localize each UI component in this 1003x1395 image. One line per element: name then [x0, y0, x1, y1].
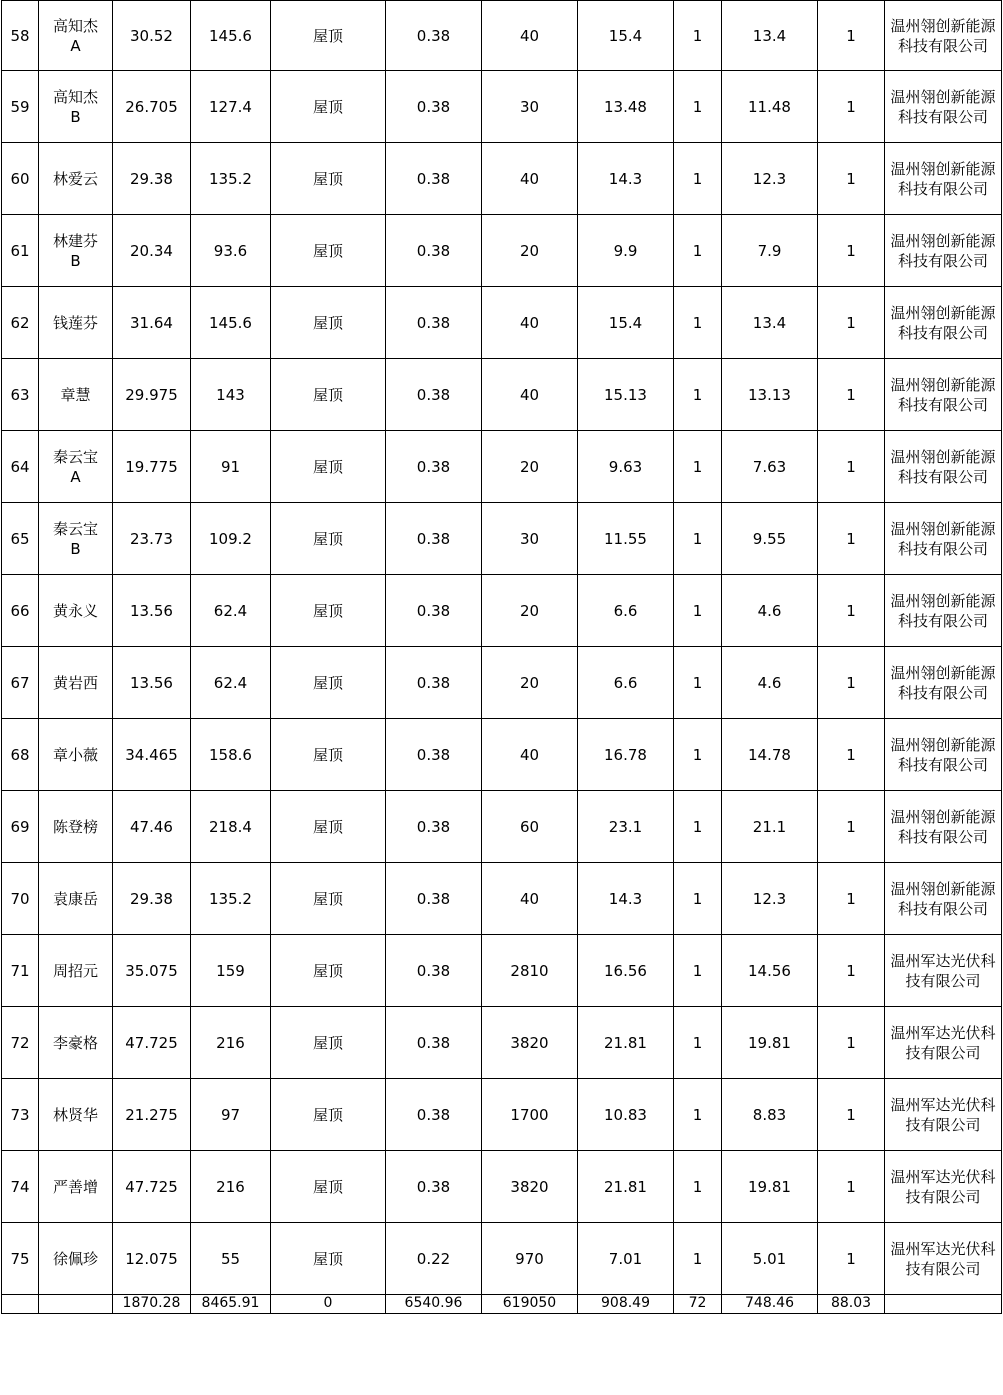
cell-col8: 19.81: [722, 1007, 818, 1079]
row-number: 67: [2, 647, 39, 719]
cell-col6: 23.1: [578, 791, 674, 863]
cell-col5: 30: [482, 503, 578, 575]
owner-name-suffix: A: [70, 467, 81, 486]
company-name: 温州翎创新能源科技有限公司: [885, 215, 1002, 287]
owner-name: [39, 1079, 113, 1151]
cell-col5: 40: [482, 719, 578, 791]
cell-col4: 0.38: [386, 1151, 482, 1223]
cell-col4: 0.38: [386, 1079, 482, 1151]
cell-col2: 145.6: [191, 287, 271, 359]
owner-name-suffix: A: [70, 36, 81, 55]
owner-name: [39, 215, 113, 287]
cell-col8: 13.4: [722, 287, 818, 359]
cell-col1: 23.73: [113, 503, 191, 575]
cell-col2: 135.2: [191, 143, 271, 215]
row-number: 74: [2, 1151, 39, 1223]
table-row: [2, 359, 1002, 431]
table-row: [2, 1007, 1002, 1079]
row-number: 70: [2, 863, 39, 935]
cell-col1: 13.56: [113, 575, 191, 647]
owner-name-main: 高知杰: [52, 87, 98, 106]
cell-col4: 0.38: [386, 503, 482, 575]
cell-col1: 47.725: [113, 1151, 191, 1223]
install-type: 屋顶: [271, 1007, 386, 1079]
owner-name: [39, 647, 113, 719]
cell-col7: 1: [674, 287, 722, 359]
row-number: 65: [2, 503, 39, 575]
install-type: 屋顶: [271, 143, 386, 215]
total-c2: 8465.91: [191, 1295, 271, 1314]
cell-col6: 6.6: [578, 575, 674, 647]
owner-name-main: 秦云宝: [52, 519, 98, 538]
total-c1: 1870.28: [113, 1295, 191, 1314]
owner-name: [39, 935, 113, 1007]
cell-col9: 1: [818, 647, 885, 719]
cell-col6: 15.4: [578, 1, 674, 71]
install-type: 屋顶: [271, 719, 386, 791]
install-type: 屋顶: [271, 71, 386, 143]
cell-col9: 1: [818, 287, 885, 359]
cell-col5: 3820: [482, 1151, 578, 1223]
cell-col7: 1: [674, 1007, 722, 1079]
cell-col8: 11.48: [722, 71, 818, 143]
table-row: [2, 71, 1002, 143]
cell-col1: 20.34: [113, 215, 191, 287]
owner-name-suffix: B: [70, 107, 81, 126]
cell-col4: 0.38: [386, 647, 482, 719]
company-name: 温州翎创新能源科技有限公司: [885, 863, 1002, 935]
company-name: 温州翎创新能源科技有限公司: [885, 575, 1002, 647]
company-name: 温州翎创新能源科技有限公司: [885, 719, 1002, 791]
cell-col7: 1: [674, 863, 722, 935]
cell-col2: 135.2: [191, 863, 271, 935]
table-row: [2, 791, 1002, 863]
cell-col8: 12.3: [722, 863, 818, 935]
owner-name: [39, 503, 113, 575]
cell-col5: 40: [482, 863, 578, 935]
install-type: 屋顶: [271, 791, 386, 863]
cell-col4: 0.38: [386, 863, 482, 935]
total-c9: 88.03: [818, 1295, 885, 1314]
total-no: [2, 1295, 39, 1314]
table-row: [2, 215, 1002, 287]
cell-col5: 3820: [482, 1007, 578, 1079]
cell-col7: 1: [674, 1151, 722, 1223]
cell-col6: 16.78: [578, 719, 674, 791]
cell-col6: 6.6: [578, 647, 674, 719]
cell-col4: 0.38: [386, 71, 482, 143]
owner-name-main: 章慧: [60, 385, 91, 404]
install-type: 屋顶: [271, 1223, 386, 1295]
cell-col6: 9.9: [578, 215, 674, 287]
cell-col6: 21.81: [578, 1151, 674, 1223]
cell-col4: 0.38: [386, 143, 482, 215]
cell-col2: 159: [191, 935, 271, 1007]
owner-name-main: 章小薇: [52, 745, 98, 764]
install-type: 屋顶: [271, 647, 386, 719]
install-type: 屋顶: [271, 359, 386, 431]
cell-col1: 12.075: [113, 1223, 191, 1295]
total-c4: 6540.96: [386, 1295, 482, 1314]
cell-col8: 7.63: [722, 431, 818, 503]
cell-col7: 1: [674, 503, 722, 575]
install-type: 屋顶: [271, 863, 386, 935]
row-number: 68: [2, 719, 39, 791]
install-type: 屋顶: [271, 935, 386, 1007]
cell-col5: 2810: [482, 935, 578, 1007]
install-type: 屋顶: [271, 431, 386, 503]
cell-col1: 29.38: [113, 143, 191, 215]
cell-col9: 1: [818, 575, 885, 647]
cell-col1: 47.725: [113, 1007, 191, 1079]
company-name: 温州翎创新能源科技有限公司: [885, 71, 1002, 143]
cell-col5: 970: [482, 1223, 578, 1295]
cell-col6: 16.56: [578, 935, 674, 1007]
cell-col7: 1: [674, 719, 722, 791]
cell-col9: 1: [818, 359, 885, 431]
cell-col6: 14.3: [578, 863, 674, 935]
cell-col2: 55: [191, 1223, 271, 1295]
owner-name: [39, 719, 113, 791]
cell-col9: 1: [818, 863, 885, 935]
company-name: 温州军达光伏科技有限公司: [885, 1151, 1002, 1223]
cell-col4: 0.38: [386, 719, 482, 791]
cell-col1: 29.38: [113, 863, 191, 935]
owner-name-main: 林贤华: [52, 1105, 98, 1124]
company-name: 温州军达光伏科技有限公司: [885, 935, 1002, 1007]
cell-col9: 1: [818, 1079, 885, 1151]
cell-col7: 1: [674, 1223, 722, 1295]
company-name: 温州翎创新能源科技有限公司: [885, 287, 1002, 359]
cell-col4: 0.38: [386, 359, 482, 431]
row-number: 71: [2, 935, 39, 1007]
total-name: [39, 1295, 113, 1314]
row-number: 60: [2, 143, 39, 215]
cell-col5: 40: [482, 1, 578, 71]
company-name: 温州翎创新能源科技有限公司: [885, 431, 1002, 503]
cell-col9: 1: [818, 791, 885, 863]
cell-col4: 0.38: [386, 935, 482, 1007]
owner-name-main: 林建芬: [52, 231, 98, 250]
company-name: 温州军达光伏科技有限公司: [885, 1223, 1002, 1295]
cell-col5: 20: [482, 575, 578, 647]
cell-col5: 40: [482, 143, 578, 215]
owner-name-main: 钱莲芬: [52, 313, 98, 332]
owner-name-main: 黄永义: [52, 601, 98, 620]
cell-col1: 29.975: [113, 359, 191, 431]
cell-col2: 216: [191, 1151, 271, 1223]
table-row: [2, 1151, 1002, 1223]
row-number: 66: [2, 575, 39, 647]
cell-col2: 158.6: [191, 719, 271, 791]
owner-name: [39, 359, 113, 431]
cell-col2: 109.2: [191, 503, 271, 575]
data-table: [1, 0, 1002, 1314]
owner-name: [39, 143, 113, 215]
company-name: 温州翎创新能源科技有限公司: [885, 143, 1002, 215]
cell-col6: 13.48: [578, 71, 674, 143]
owner-name-main: 周招元: [52, 961, 98, 980]
company-name: 温州翎创新能源科技有限公司: [885, 791, 1002, 863]
owner-name-main: 袁康岳: [52, 889, 98, 908]
install-type: 屋顶: [271, 1, 386, 71]
company-name: 温州翎创新能源科技有限公司: [885, 647, 1002, 719]
cell-col4: 0.38: [386, 287, 482, 359]
cell-col4: 0.38: [386, 1007, 482, 1079]
cell-col1: 31.64: [113, 287, 191, 359]
row-number: 61: [2, 215, 39, 287]
table-row: [2, 863, 1002, 935]
owner-name: [39, 1007, 113, 1079]
cell-col7: 1: [674, 431, 722, 503]
owner-name: [39, 575, 113, 647]
cell-col5: 20: [482, 431, 578, 503]
cell-col7: 1: [674, 215, 722, 287]
cell-col8: 9.55: [722, 503, 818, 575]
cell-col9: 1: [818, 431, 885, 503]
owner-name-main: 李豪格: [52, 1033, 98, 1052]
row-number: 62: [2, 287, 39, 359]
cell-col5: 30: [482, 71, 578, 143]
cell-col9: 1: [818, 719, 885, 791]
cell-col9: 1: [818, 1223, 885, 1295]
cell-col4: 0.38: [386, 1, 482, 71]
company-name: 温州翎创新能源科技有限公司: [885, 1, 1002, 71]
cell-col2: 62.4: [191, 575, 271, 647]
table-row: [2, 575, 1002, 647]
owner-name-main: 陈登榜: [52, 817, 98, 836]
owner-name: [39, 71, 113, 143]
cell-col6: 15.13: [578, 359, 674, 431]
cell-col4: 0.38: [386, 431, 482, 503]
cell-col2: 93.6: [191, 215, 271, 287]
owner-name: [39, 287, 113, 359]
cell-col1: 19.775: [113, 431, 191, 503]
table-row: [2, 647, 1002, 719]
owner-name-main: 徐佩珍: [52, 1249, 98, 1268]
cell-col4: 0.22: [386, 1223, 482, 1295]
cell-col1: 21.275: [113, 1079, 191, 1151]
table-row: [2, 431, 1002, 503]
cell-col8: 4.6: [722, 647, 818, 719]
cell-col1: 34.465: [113, 719, 191, 791]
install-type: 屋顶: [271, 215, 386, 287]
row-number: 59: [2, 71, 39, 143]
cell-col9: 1: [818, 1151, 885, 1223]
cell-col7: 1: [674, 71, 722, 143]
total-company: [885, 1295, 1002, 1314]
cell-col2: 143: [191, 359, 271, 431]
install-type: 屋顶: [271, 287, 386, 359]
cell-col7: 1: [674, 1, 722, 71]
row-number: 64: [2, 431, 39, 503]
owner-name: [39, 1151, 113, 1223]
cell-col9: 1: [818, 143, 885, 215]
company-name: 温州军达光伏科技有限公司: [885, 1079, 1002, 1151]
cell-col2: 91: [191, 431, 271, 503]
cell-col1: 13.56: [113, 647, 191, 719]
cell-col8: 13.4: [722, 1, 818, 71]
cell-col1: 35.075: [113, 935, 191, 1007]
row-number: 58: [2, 1, 39, 71]
cell-col4: 0.38: [386, 575, 482, 647]
cell-col5: 1700: [482, 1079, 578, 1151]
cell-col5: 20: [482, 215, 578, 287]
install-type: 屋顶: [271, 575, 386, 647]
cell-col2: 216: [191, 1007, 271, 1079]
owner-name: [39, 791, 113, 863]
cell-col6: 7.01: [578, 1223, 674, 1295]
owner-name-main: 秦云宝: [52, 447, 98, 466]
cell-col6: 14.3: [578, 143, 674, 215]
cell-col4: 0.38: [386, 791, 482, 863]
cell-col4: 0.38: [386, 215, 482, 287]
total-type: 0: [271, 1295, 386, 1314]
cell-col8: 5.01: [722, 1223, 818, 1295]
cell-col7: 1: [674, 143, 722, 215]
owner-name: [39, 1223, 113, 1295]
install-type: 屋顶: [271, 1151, 386, 1223]
owner-name: [39, 863, 113, 935]
table-row: [2, 1, 1002, 71]
cell-col2: 62.4: [191, 647, 271, 719]
cell-col7: 1: [674, 935, 722, 1007]
table-row: [2, 143, 1002, 215]
table-row: [2, 503, 1002, 575]
cell-col6: 9.63: [578, 431, 674, 503]
cell-col9: 1: [818, 1007, 885, 1079]
table-row: [2, 935, 1002, 1007]
total-c6: 908.49: [578, 1295, 674, 1314]
cell-col6: 10.83: [578, 1079, 674, 1151]
cell-col9: 1: [818, 215, 885, 287]
cell-col8: 13.13: [722, 359, 818, 431]
owner-name-main: 黄岩西: [52, 673, 98, 692]
cell-col6: 15.4: [578, 287, 674, 359]
cell-col1: 30.52: [113, 1, 191, 71]
cell-col1: 47.46: [113, 791, 191, 863]
company-name: 温州翎创新能源科技有限公司: [885, 503, 1002, 575]
cell-col8: 14.56: [722, 935, 818, 1007]
cell-col2: 145.6: [191, 1, 271, 71]
cell-col6: 11.55: [578, 503, 674, 575]
install-type: 屋顶: [271, 503, 386, 575]
cell-col8: 12.3: [722, 143, 818, 215]
install-type: 屋顶: [271, 1079, 386, 1151]
cell-col5: 40: [482, 359, 578, 431]
owner-name-main: 高知杰: [52, 16, 98, 35]
owner-name: [39, 431, 113, 503]
total-c8: 748.46: [722, 1295, 818, 1314]
owner-name: [39, 1, 113, 71]
owner-name-suffix: B: [70, 539, 81, 558]
cell-col9: 1: [818, 503, 885, 575]
totals-row: [2, 1295, 1002, 1314]
table-row: [2, 1223, 1002, 1295]
company-name: 温州翎创新能源科技有限公司: [885, 359, 1002, 431]
cell-col9: 1: [818, 935, 885, 1007]
cell-col9: 1: [818, 1, 885, 71]
table-row: [2, 719, 1002, 791]
cell-col5: 20: [482, 647, 578, 719]
cell-col7: 1: [674, 647, 722, 719]
cell-col7: 1: [674, 791, 722, 863]
cell-col5: 40: [482, 287, 578, 359]
cell-col8: 4.6: [722, 575, 818, 647]
table-row: [2, 1079, 1002, 1151]
cell-col2: 218.4: [191, 791, 271, 863]
owner-name-suffix: B: [70, 251, 81, 270]
cell-col7: 1: [674, 359, 722, 431]
cell-col8: 14.78: [722, 719, 818, 791]
cell-col1: 26.705: [113, 71, 191, 143]
total-c7: 72: [674, 1295, 722, 1314]
cell-col5: 60: [482, 791, 578, 863]
row-number: 63: [2, 359, 39, 431]
owner-name-main: 林爱云: [52, 169, 98, 188]
row-number: 69: [2, 791, 39, 863]
row-number: 75: [2, 1223, 39, 1295]
cell-col6: 21.81: [578, 1007, 674, 1079]
cell-col2: 97: [191, 1079, 271, 1151]
total-c5: 619050: [482, 1295, 578, 1314]
cell-col2: 127.4: [191, 71, 271, 143]
cell-col8: 7.9: [722, 215, 818, 287]
cell-col7: 1: [674, 575, 722, 647]
cell-col9: 1: [818, 71, 885, 143]
cell-col7: 1: [674, 1079, 722, 1151]
row-number: 72: [2, 1007, 39, 1079]
table-row: [2, 287, 1002, 359]
company-name: 温州军达光伏科技有限公司: [885, 1007, 1002, 1079]
cell-col8: 8.83: [722, 1079, 818, 1151]
cell-col8: 19.81: [722, 1151, 818, 1223]
row-number: 73: [2, 1079, 39, 1151]
cell-col8: 21.1: [722, 791, 818, 863]
owner-name-main: 严善增: [52, 1177, 98, 1196]
